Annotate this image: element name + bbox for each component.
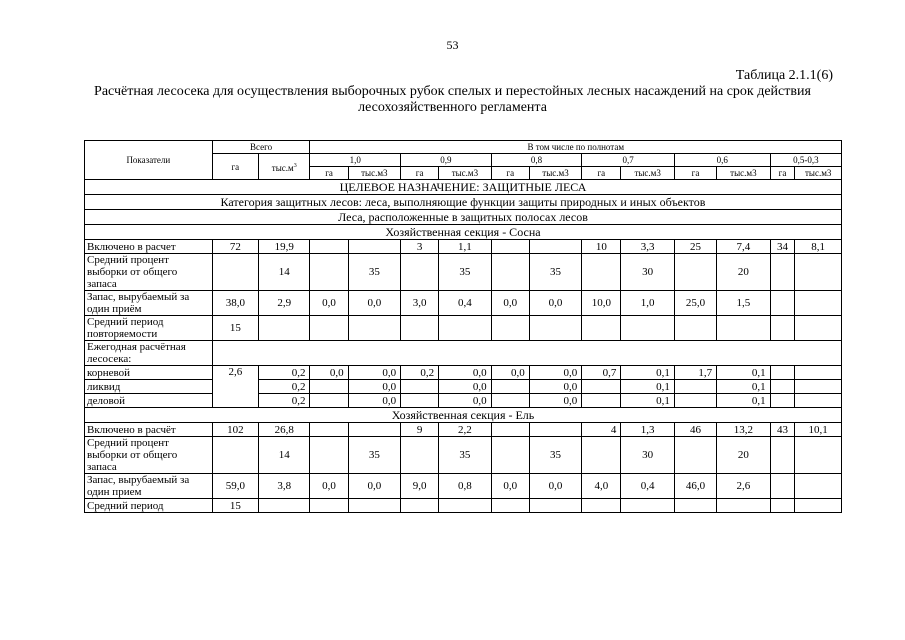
cell: 0,0 bbox=[310, 291, 348, 316]
cell: 0,2 bbox=[401, 366, 439, 380]
cell bbox=[348, 423, 401, 437]
table-row bbox=[85, 366, 842, 380]
cell bbox=[310, 437, 348, 474]
table-row bbox=[85, 316, 842, 341]
cell bbox=[491, 437, 529, 474]
cell: 3 bbox=[401, 240, 439, 254]
cell: 9 bbox=[401, 423, 439, 437]
cell: 1,3 bbox=[621, 423, 675, 437]
cell: 0,0 bbox=[529, 380, 582, 394]
cell: 43 bbox=[770, 423, 795, 437]
cell: 25,0 bbox=[674, 291, 716, 316]
cell: 4 bbox=[582, 423, 621, 437]
row-label: деловой bbox=[85, 394, 213, 408]
header-indicators: Показатели bbox=[85, 141, 213, 180]
row-label: Средний процент выборки от общего запаса bbox=[85, 437, 213, 474]
row-label: ликвид bbox=[85, 380, 213, 394]
cell bbox=[310, 254, 348, 291]
cell: 0,2 bbox=[259, 380, 310, 394]
cell: 13,2 bbox=[717, 423, 771, 437]
cell: 0,8 bbox=[439, 474, 492, 499]
cell bbox=[401, 316, 439, 341]
row-label: корневой bbox=[85, 366, 213, 380]
row-label: Средний период повторяемости bbox=[85, 316, 213, 341]
row-label: Включено в расчёт bbox=[85, 423, 213, 437]
cell: 0,2 bbox=[259, 366, 310, 380]
header-m3: тыс.м3 bbox=[621, 167, 675, 180]
cell: 0,0 bbox=[491, 474, 529, 499]
cell bbox=[491, 423, 529, 437]
header-m3: тыс.м3 bbox=[529, 167, 582, 180]
purpose-heading: ЦЕЛЕВОЕ НАЗНАЧЕНИЕ: ЗАЩИТНЫЕ ЛЕСА bbox=[85, 180, 842, 195]
cell: 35 bbox=[439, 437, 492, 474]
cell bbox=[491, 380, 529, 394]
header-ga: га bbox=[491, 167, 529, 180]
cell: 1,1 bbox=[439, 240, 492, 254]
cell: 8,1 bbox=[795, 240, 842, 254]
header-total: Всего bbox=[212, 141, 310, 154]
header-density: 0,9 bbox=[401, 154, 492, 167]
header-including: В том числе по полнотам bbox=[310, 141, 842, 154]
page-number: 53 bbox=[446, 38, 459, 52]
cell bbox=[770, 291, 795, 316]
cell: 15 bbox=[212, 316, 258, 341]
cell: 0,0 bbox=[439, 380, 492, 394]
cell: 14 bbox=[259, 437, 310, 474]
cell bbox=[310, 423, 348, 437]
cell bbox=[621, 316, 675, 341]
cell bbox=[795, 499, 842, 513]
table-row bbox=[85, 341, 842, 366]
cell bbox=[401, 254, 439, 291]
cell bbox=[795, 254, 842, 291]
cell: 0,1 bbox=[621, 394, 675, 408]
cell bbox=[212, 341, 841, 366]
cell bbox=[259, 499, 310, 513]
row-label: Средний процент выборки от общего запаса bbox=[85, 254, 213, 291]
cell: 25 bbox=[674, 240, 716, 254]
table-title: Расчётная лесосека для осуществления выборочных рубок спелых и перестойных лесных насаждений на срок действия лесохозяйственного регламента bbox=[94, 84, 811, 115]
cell bbox=[770, 366, 795, 380]
cell: 0,0 bbox=[491, 291, 529, 316]
header-ga: га bbox=[401, 167, 439, 180]
cell bbox=[674, 394, 716, 408]
cell bbox=[674, 316, 716, 341]
row-label: Запас, вырубаемый за один приём bbox=[85, 291, 213, 316]
cell: 30 bbox=[621, 254, 675, 291]
header-ga: га bbox=[674, 167, 716, 180]
header-m3: тыс.м3 bbox=[795, 167, 842, 180]
header-ga: га bbox=[770, 167, 795, 180]
table-row bbox=[85, 240, 842, 254]
table-row bbox=[85, 394, 842, 408]
forest-table bbox=[84, 140, 842, 513]
cell: 10,1 bbox=[795, 423, 842, 437]
cell: 0,0 bbox=[348, 291, 401, 316]
cell: 10 bbox=[582, 240, 621, 254]
cell bbox=[582, 394, 621, 408]
cell bbox=[795, 394, 842, 408]
cell bbox=[582, 380, 621, 394]
cell: 0,1 bbox=[621, 366, 675, 380]
cell bbox=[795, 380, 842, 394]
cell bbox=[439, 316, 492, 341]
cell: 35 bbox=[348, 437, 401, 474]
row-label: Включено в расчет bbox=[85, 240, 213, 254]
cell bbox=[491, 499, 529, 513]
cell: 0,0 bbox=[439, 366, 492, 380]
cell: 0,0 bbox=[310, 366, 348, 380]
cell: 0,1 bbox=[717, 394, 771, 408]
header-density: 0,6 bbox=[674, 154, 770, 167]
header-m3: тыс.м3 bbox=[348, 167, 401, 180]
cell: 19,9 bbox=[259, 240, 310, 254]
cell bbox=[348, 240, 401, 254]
cell bbox=[770, 380, 795, 394]
cell: 0,4 bbox=[621, 474, 675, 499]
cell: 0,2 bbox=[259, 394, 310, 408]
row-label: Средний период bbox=[85, 499, 213, 513]
cell bbox=[674, 254, 716, 291]
cell: 3,0 bbox=[401, 291, 439, 316]
cell: 2,9 bbox=[259, 291, 310, 316]
cell: 30 bbox=[621, 437, 675, 474]
cell bbox=[795, 366, 842, 380]
table-row bbox=[85, 423, 842, 437]
header-density: 0,5-0,3 bbox=[770, 154, 841, 167]
cell: 3,3 bbox=[621, 240, 675, 254]
section-spruce-heading: Хозяйственная секция - Ель bbox=[85, 408, 842, 423]
cell bbox=[212, 254, 258, 291]
cell bbox=[582, 437, 621, 474]
header-m3: тыс.м3 bbox=[717, 167, 771, 180]
cell: 10,0 bbox=[582, 291, 621, 316]
cell: 0,0 bbox=[529, 366, 582, 380]
cell: 35 bbox=[439, 254, 492, 291]
cell: 34 bbox=[770, 240, 795, 254]
cell: 0,0 bbox=[348, 380, 401, 394]
cell bbox=[529, 423, 582, 437]
table-row bbox=[85, 254, 842, 291]
cell bbox=[310, 316, 348, 341]
cell bbox=[770, 254, 795, 291]
cell bbox=[491, 316, 529, 341]
header-ga: га bbox=[310, 167, 348, 180]
section-pine-heading: Хозяйственная секция - Сосна bbox=[85, 225, 842, 240]
cell: 0,0 bbox=[529, 291, 582, 316]
cell: 0,0 bbox=[529, 394, 582, 408]
cell bbox=[795, 316, 842, 341]
category-heading: Категория защитных лесов: леса, выполняющие функции защиты природных и иных объектов bbox=[85, 195, 842, 210]
cell: 1,0 bbox=[621, 291, 675, 316]
cell: 0,0 bbox=[348, 474, 401, 499]
cell bbox=[717, 499, 771, 513]
cell: 7,4 bbox=[717, 240, 771, 254]
cell: 72 bbox=[212, 240, 258, 254]
cell bbox=[259, 316, 310, 341]
cell bbox=[770, 394, 795, 408]
cell bbox=[770, 437, 795, 474]
cell: 2,6 bbox=[212, 366, 258, 408]
cell bbox=[674, 380, 716, 394]
cell bbox=[401, 394, 439, 408]
cell: 0,0 bbox=[439, 394, 492, 408]
cell bbox=[674, 499, 716, 513]
cell: 2,2 bbox=[439, 423, 492, 437]
cell: 15 bbox=[212, 499, 258, 513]
cell: 20 bbox=[717, 254, 771, 291]
cell bbox=[348, 316, 401, 341]
cell: 0,7 bbox=[582, 366, 621, 380]
row-label: Запас, вырубаемый за один прием bbox=[85, 474, 213, 499]
cell: 35 bbox=[529, 437, 582, 474]
cell bbox=[491, 394, 529, 408]
table-row bbox=[85, 437, 842, 474]
cell bbox=[491, 254, 529, 291]
cell bbox=[310, 499, 348, 513]
cell bbox=[401, 437, 439, 474]
cell: 0,1 bbox=[717, 380, 771, 394]
cell bbox=[401, 499, 439, 513]
cell bbox=[582, 254, 621, 291]
cell bbox=[491, 240, 529, 254]
header-m3-total: $тыс.м^3$ bbox=[259, 154, 310, 180]
cell: 0,0 bbox=[491, 366, 529, 380]
cell bbox=[212, 437, 258, 474]
header-ga: га bbox=[582, 167, 621, 180]
cell: 9,0 bbox=[401, 474, 439, 499]
cell: 35 bbox=[348, 254, 401, 291]
cell: 0,1 bbox=[717, 366, 771, 380]
table-row bbox=[85, 474, 842, 499]
cell: 0,4 bbox=[439, 291, 492, 316]
cell: 1,5 bbox=[717, 291, 771, 316]
table-row bbox=[85, 291, 842, 316]
table-row bbox=[85, 499, 842, 513]
cell bbox=[795, 291, 842, 316]
cell bbox=[582, 316, 621, 341]
forest-type-heading: Леса, расположенные в защитных полосах лесов bbox=[85, 210, 842, 225]
header-density: 1,0 bbox=[310, 154, 401, 167]
cell bbox=[529, 499, 582, 513]
header-ga-total: га bbox=[212, 154, 258, 180]
row-label: Ежегодная расчётная лесосека: bbox=[85, 341, 213, 366]
cell: 20 bbox=[717, 437, 771, 474]
cell: 14 bbox=[259, 254, 310, 291]
cell bbox=[529, 240, 582, 254]
cell bbox=[529, 316, 582, 341]
cell: 4,0 bbox=[582, 474, 621, 499]
cell: 0,1 bbox=[621, 380, 675, 394]
cell bbox=[310, 240, 348, 254]
header-density: 0,8 bbox=[491, 154, 582, 167]
cell bbox=[795, 437, 842, 474]
cell bbox=[770, 474, 795, 499]
cell bbox=[582, 499, 621, 513]
cell: 2,6 bbox=[717, 474, 771, 499]
cell: 46,0 bbox=[674, 474, 716, 499]
cell: 0,0 bbox=[310, 474, 348, 499]
cell: 3,8 bbox=[259, 474, 310, 499]
cell bbox=[401, 380, 439, 394]
cell: 26,8 bbox=[259, 423, 310, 437]
cell: 38,0 bbox=[212, 291, 258, 316]
table-label: Таблица 2.1.1(6) bbox=[735, 68, 833, 83]
cell: 1,7 bbox=[674, 366, 716, 380]
cell: 59,0 bbox=[212, 474, 258, 499]
header-density: 0,7 bbox=[582, 154, 675, 167]
cell bbox=[770, 316, 795, 341]
cell bbox=[770, 499, 795, 513]
cell bbox=[717, 316, 771, 341]
cell bbox=[310, 394, 348, 408]
cell: 0,0 bbox=[529, 474, 582, 499]
cell: 46 bbox=[674, 423, 716, 437]
cell: 35 bbox=[529, 254, 582, 291]
cell bbox=[621, 499, 675, 513]
cell bbox=[674, 437, 716, 474]
header-m3: тыс.м3 bbox=[439, 167, 492, 180]
cell bbox=[348, 499, 401, 513]
cell: 0,0 bbox=[348, 366, 401, 380]
table-row bbox=[85, 380, 842, 394]
cell: 0,0 bbox=[348, 394, 401, 408]
cell bbox=[439, 499, 492, 513]
cell: 102 bbox=[212, 423, 258, 437]
cell bbox=[795, 474, 842, 499]
cell bbox=[310, 380, 348, 394]
